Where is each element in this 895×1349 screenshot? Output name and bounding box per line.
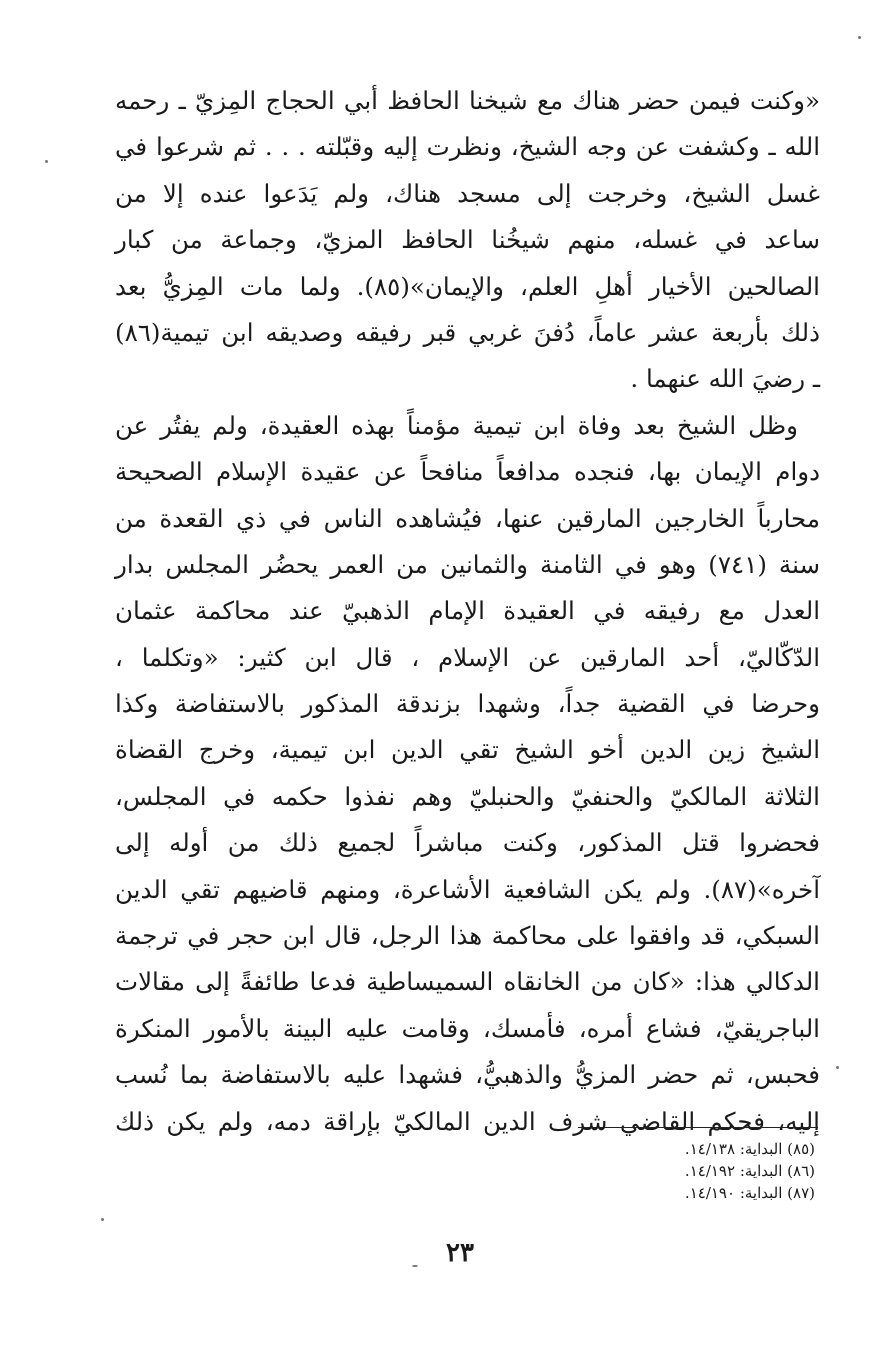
- text-line: وظل الشيخ بعد وفاة ابن تيمية مؤمناً بهذه العقيدة، ولم يفتُر عن: [115, 410, 798, 440]
- text-line: الشيخ زين الدين أخو الشيخ تقي الدين ابن تيمية، وخرج القضاة: [115, 735, 820, 765]
- text-line: فحبس، ثم حضر المزيُّ والذهبيُّ، فشهدا عليه بالاستفاضة بما نُسب: [115, 1060, 820, 1090]
- text-line: الله ـ وكشفت عن وجه الشيخ، ونظرت إليه وقبّلته . . . ثم شرعوا في: [115, 132, 820, 162]
- text-line: إليه، فحكم القاضي شرف الدين المالكيّ بإراقة دمه، ولم يكن ذلك: [115, 1106, 820, 1136]
- footnote-87: (٨٧) البداية: ١٤/١٩٠.: [684, 1184, 815, 1202]
- text-line: ـ رضيَ الله عنهما .: [630, 364, 820, 394]
- text-line: الصالحين الأخيار أهلِ العلم، والإيمان»(٨٥). ولما مات المِزيُّ بعد: [115, 271, 820, 301]
- text-line: غسل الشيخ، وخرجت إلى مسجد هناك، ولم يَدَعوا عنده إلا من: [115, 178, 820, 208]
- scan-speck: [101, 1218, 104, 1221]
- text-line: سنة (٧٤١) وهو في الثامنة والثمانين من العمر يحضُر المجلس بدار: [115, 549, 820, 579]
- text-line: فحضروا قتل المذكور، وكنت مباشراً لجميع ذلك من أوله إلى: [115, 828, 820, 858]
- text-line: العدل مع رفيقه في العقيدة الإمام الذهبيّ عند محاكمة عثمان: [115, 596, 820, 626]
- text-line: الباجريقيّ، فشاع أمره، فأمسك، وقامت عليه البينة بالأمور المنكرة: [115, 1013, 820, 1043]
- main-text: [115, 78, 820, 1145]
- scan-speck: [45, 160, 48, 163]
- paragraph-1: [115, 78, 820, 403]
- scan-speck: [858, 36, 861, 39]
- text-line: الثلاثة المالكيّ والحنفيّ والحنبليّ وهم نفذوا حكمه في المجلس،: [115, 781, 820, 811]
- text-line: ذلك بأربعة عشر عاماً، دُفنَ غربي قبر رفيقه وصديقه ابن تيمية(٨٦): [115, 317, 820, 347]
- text-line: «وكنت فيمن حضر هناك مع شيخنا الحافظ أبي الحجاج المِزيّ ـ رحمه: [115, 86, 820, 115]
- footnotes: [515, 1138, 815, 1204]
- scan-speck: [412, 1265, 418, 1267]
- footnote-separator: [578, 1127, 818, 1128]
- text-line: ساعد في غسله، منهم شيخُنا الحافظ المزيّ، وجماعة من كبار: [115, 225, 820, 255]
- text-line: السبكي، قد وافقوا على محاكمة هذا الرجل، قال ابن حجر في ترجمة: [115, 921, 820, 951]
- scan-speck: [836, 1066, 839, 1069]
- text-line: محارباً الخارجين المارقين عنها، فيُشاهده الناس في ذي القعدة من: [115, 503, 820, 533]
- footnote-85: (٨٥) البداية: ١٤/١٣٨.: [684, 1140, 815, 1158]
- text-line: الدكالي هذا: «كان من الخانقاه السميساطية فدعا طائفةً إلى مقالات: [115, 967, 820, 997]
- paragraph-2: [115, 403, 820, 1145]
- text-line: دوام الإيمان بها، فنجده مدافعاً منافحاً عن عقيدة الإسلام الصحيحة: [115, 457, 820, 487]
- text-line: آخره»(٨٧). ولم يكن الشافعية الأشاعرة، ومنهم قاضيهم تقي الدين: [115, 874, 820, 904]
- text-line: الدّكّاليّ، أحد المارقين عن الإسلام ، قال ابن كثير: «وتكلما ،: [115, 642, 820, 672]
- text-line: وحرضا في القضية جداً، وشهدا بزندقة المذكور بالاستفاضة وكذا: [115, 689, 820, 719]
- footnote-86: (٨٦) البداية: ١٤/١٩٢.: [684, 1162, 815, 1180]
- page-number: ٢٣: [446, 1238, 474, 1268]
